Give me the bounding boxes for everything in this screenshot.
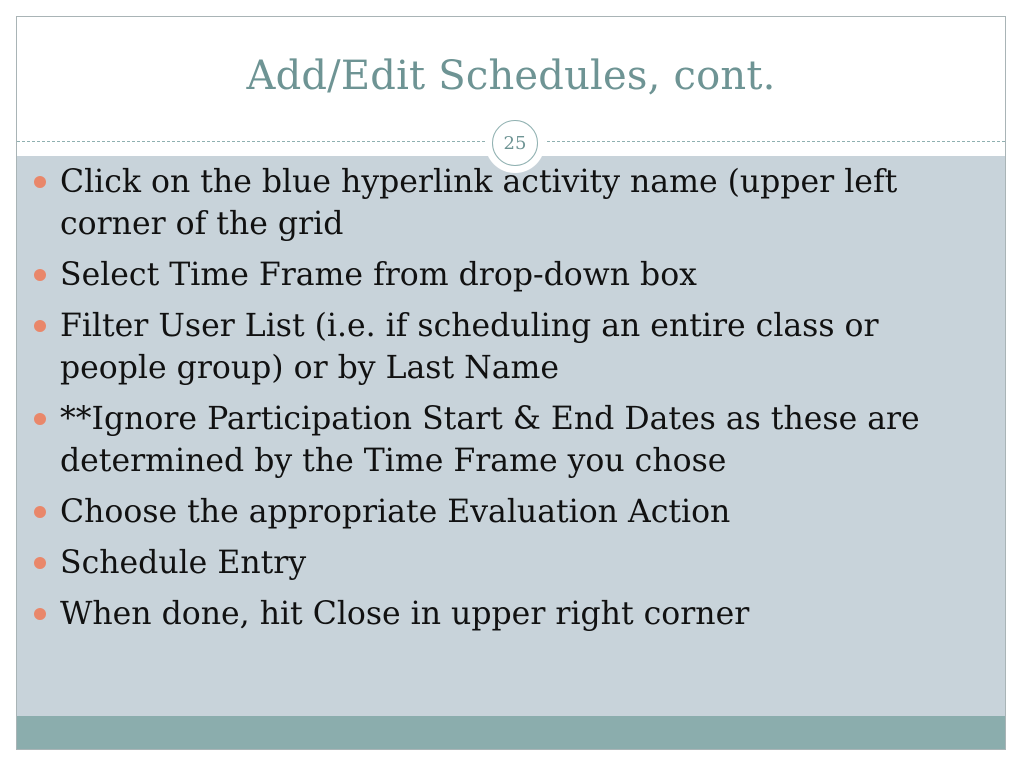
bullet-text: Choose the appropriate Evaluation Action bbox=[60, 494, 731, 530]
bullet-dot-icon bbox=[34, 506, 46, 518]
bullet-text: Select Time Frame from drop-down box bbox=[60, 257, 697, 293]
bullet-item bbox=[34, 593, 964, 635]
bullet-text: When done, hit Close in upper right corner bbox=[60, 596, 750, 632]
bullet-item bbox=[34, 398, 964, 482]
bullet-text: **Ignore Participation Start & End Dates as these are determined by the Time Frame you chose bbox=[60, 401, 920, 479]
bullet-text: Filter User List (i.e. if scheduling an entire class or people group) or by Last Name bbox=[60, 308, 879, 386]
bullet-text: Schedule Entry bbox=[60, 545, 307, 581]
bullet-dot-icon bbox=[34, 269, 46, 281]
bottom-band bbox=[17, 716, 1005, 750]
bullet-dot-icon bbox=[34, 176, 46, 188]
bullet-item bbox=[34, 305, 964, 389]
bullet-dot-icon bbox=[34, 557, 46, 569]
bullet-item bbox=[34, 254, 964, 296]
bullet-text: Click on the blue hyperlink activity name (upper left corner of the grid bbox=[60, 164, 898, 242]
bullet-dot-icon bbox=[34, 320, 46, 332]
slide-title: Add/Edit Schedules, cont. bbox=[246, 53, 776, 99]
bullet-dot-icon bbox=[34, 413, 46, 425]
bullet-dot-icon bbox=[34, 608, 46, 620]
bullet-item bbox=[34, 161, 964, 245]
page-number: 25 bbox=[492, 120, 538, 166]
bullet-item bbox=[34, 542, 964, 584]
bullet-list bbox=[34, 161, 964, 644]
bullet-item bbox=[34, 491, 964, 533]
